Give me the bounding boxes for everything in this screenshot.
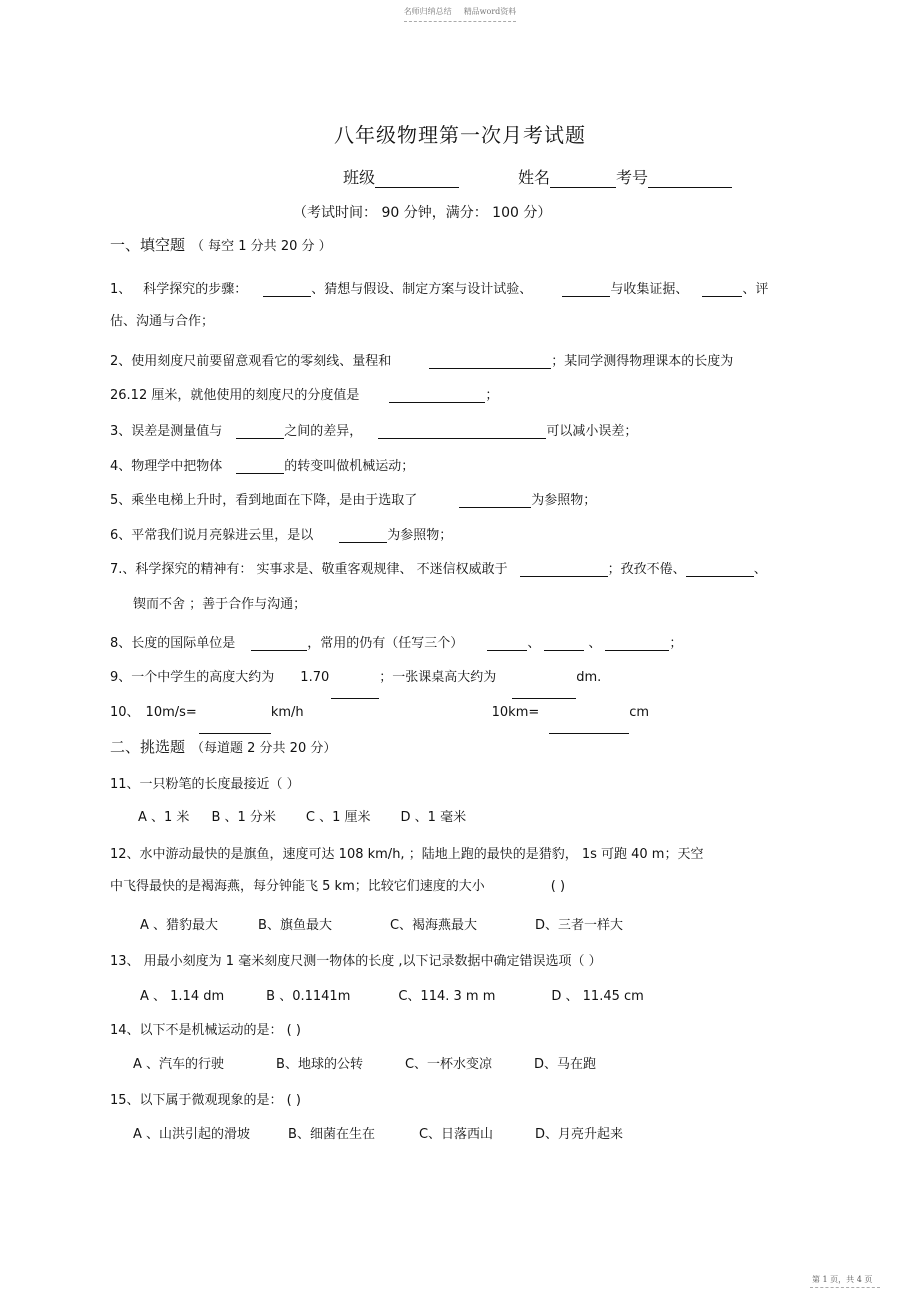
q4-text-a: 物理学中把物体	[131, 459, 223, 474]
q10-blank-1[interactable]	[199, 719, 271, 734]
q15-options	[133, 1123, 623, 1142]
q14-option-a[interactable]: A 、汽车的行驶	[133, 1057, 225, 1072]
q7-number: 7.、	[110, 562, 136, 577]
question-2	[110, 350, 733, 369]
q13-option-b[interactable]: B 、0.1141m	[266, 989, 351, 1004]
question-9	[110, 666, 601, 685]
q2-cont-text: 26.12 厘米，就他使用的刻度尺的分度值是	[110, 388, 360, 403]
name-blank[interactable]	[550, 172, 616, 188]
q8-text-b: ，常用的仍有（任写三个）	[307, 636, 464, 651]
q11-options	[138, 806, 466, 825]
q2-blank-2[interactable]	[389, 388, 485, 403]
q8-blank-3[interactable]	[544, 636, 584, 651]
q10-unit-1: km/h	[270, 705, 304, 720]
q3-text-c: 可以减小误差；	[546, 424, 638, 439]
section-2-heading	[110, 736, 336, 757]
q8-sep-2: 、	[588, 636, 602, 651]
q5-text-a: 乘坐电梯上升时，看到地面在下降，是由于选取了	[131, 493, 418, 508]
q9-text-a: 一个中学生的高度大约为	[131, 670, 275, 685]
q11-option-c[interactable]: C 、1 厘米	[305, 810, 371, 825]
q10-unit-2: cm	[629, 705, 650, 720]
q12-option-d[interactable]: D、三者一样大	[535, 918, 624, 933]
section-1-title: 一、填空题	[110, 236, 186, 254]
q7-text-c: 、	[753, 562, 767, 577]
question-12-line-2	[110, 875, 565, 894]
q14-option-c[interactable]: C、一杯水变凉	[404, 1057, 493, 1072]
q12-option-c[interactable]: C、褐海燕最大	[389, 918, 478, 933]
q6-text-b: 为参照物；	[387, 528, 453, 543]
question-13: 13、 用最小刻度为 1 毫米刻度尺测一物体的长度 ,以下记录数据中确定错误选项（ ）	[110, 954, 602, 969]
q12-option-b[interactable]: B、旗鱼最大	[258, 918, 332, 933]
q15-option-b[interactable]: B、细菌在生在	[288, 1127, 375, 1142]
q15-option-d[interactable]: D、月亮升起来	[535, 1127, 624, 1142]
q9-text-b: ；一张课桌高大约为	[379, 670, 497, 685]
question-5	[110, 489, 596, 508]
question-7	[110, 558, 767, 577]
q13-option-a[interactable]: A 、 1.14 dm	[140, 989, 225, 1004]
q8-end: ；	[669, 636, 683, 651]
q11-option-b[interactable]: B 、1 分米	[211, 810, 276, 825]
q2-cont-end: ；	[485, 388, 499, 403]
q2-text-b: ；某同学测得物理课本的长度为	[551, 354, 734, 369]
question-8	[110, 632, 682, 651]
q7-text-b: ；孜孜不倦、	[607, 562, 686, 577]
question-11: 11、一只粉笔的长度最接近（ ）	[110, 777, 300, 792]
q8-sep-1: 、	[527, 636, 541, 651]
q6-blank[interactable]	[339, 528, 387, 543]
question-1	[110, 278, 768, 297]
q2-blank-1[interactable]	[429, 354, 551, 369]
q10-number: 10、	[110, 705, 140, 720]
q3-blank-2[interactable]	[378, 424, 546, 439]
q4-text-b: 的转变叫做机械运动；	[284, 459, 415, 474]
q3-number: 3、	[110, 424, 132, 439]
q2-continued	[110, 384, 498, 403]
q14-option-b[interactable]: B、地球的公转	[276, 1057, 363, 1072]
q4-blank[interactable]	[236, 459, 284, 474]
q9-unit: dm.	[576, 670, 602, 685]
q3-blank-1[interactable]	[236, 424, 284, 439]
q13-options	[140, 985, 644, 1004]
q12-options	[140, 914, 623, 933]
q3-text-a: 误差是测量值与	[131, 424, 223, 439]
q10-text-a: 10m/s=	[145, 705, 197, 720]
section-1-note: （ 每空 1 分共 20 分 ）	[191, 239, 332, 254]
q1-number: 1、	[110, 282, 132, 297]
q9-number: 9、	[110, 670, 132, 685]
q8-blank-1[interactable]	[251, 636, 307, 651]
q9-value: 1.70	[300, 670, 330, 685]
name-field	[518, 165, 732, 188]
name-label: 姓名	[518, 168, 551, 187]
header-right: 精品word资料	[463, 7, 517, 16]
q9-blank-2[interactable]	[512, 684, 576, 699]
q5-blank[interactable]	[459, 493, 531, 508]
q8-blank-2[interactable]	[487, 636, 527, 651]
q14-option-d[interactable]: D、马在跑	[534, 1057, 597, 1072]
footer-divider	[810, 1287, 880, 1288]
question-15: 15、以下属于微观现象的是： ( )	[110, 1093, 301, 1108]
q13-option-d[interactable]: D 、 11.45 cm	[551, 989, 644, 1004]
q7-blank-1[interactable]	[520, 562, 608, 577]
question-6	[110, 524, 452, 543]
class-field	[343, 165, 459, 188]
header-divider	[404, 21, 516, 22]
q1-text-c: 与收集证据、	[610, 282, 689, 297]
q5-text-b: 为参照物；	[531, 493, 597, 508]
q12-paren: ( )	[550, 879, 566, 894]
q1-text-d: 、评	[742, 282, 769, 297]
q10-text-b: 10km=	[491, 705, 540, 720]
question-12-line-1: 12、水中游动最快的是旗鱼，速度可达 108 km/h, ；陆地上跑的最快的是猎豹， 1s 可跑 40 m；天空	[110, 847, 704, 862]
q8-number: 8、	[110, 636, 132, 651]
page-footer: 第 1 页，共 4 页	[812, 1275, 873, 1284]
q1-continued: 估、沟通与合作；	[110, 314, 215, 329]
q10-blank-2[interactable]	[549, 719, 629, 734]
q8-text-a: 长度的国际单位是	[131, 636, 236, 651]
q1-text-b: 、猜想与假设、制定方案与设计试验、	[311, 282, 533, 297]
q3-text-b: 之间的差异，	[284, 424, 363, 439]
q12-option-a[interactable]: A 、猎豹最大	[140, 918, 219, 933]
section-1-heading	[110, 234, 332, 255]
q6-number: 6、	[110, 528, 132, 543]
q7-text-a: 科学探究的精神有： 实事求是、敬重客观规律、 不迷信权威敢于	[135, 562, 508, 577]
q5-number: 5、	[110, 493, 132, 508]
class-blank[interactable]	[375, 172, 459, 188]
exam-meta: （考试时间： 90 分钟，满分： 100 分）	[293, 205, 552, 221]
q8-blank-4[interactable]	[605, 636, 669, 651]
q1-blank-2[interactable]	[562, 282, 610, 297]
q11-option-d[interactable]: D 、1 毫米	[400, 810, 467, 825]
class-label: 班级	[343, 168, 376, 187]
q7-continued: 锲而不舍 ；善于合作与沟通；	[133, 597, 307, 612]
q7-blank-2[interactable]	[686, 562, 754, 577]
section-2-note: （每道题 2 分共 20 分）	[191, 741, 337, 756]
q6-text-a: 平常我们说月亮躲进云里，是以	[131, 528, 314, 543]
q12-stem: 中飞得最快的是褐海燕，每分钟能飞 5 km；比较它们速度的大小	[110, 879, 485, 894]
question-14: 14、以下不是机械运动的是： ( )	[110, 1023, 301, 1038]
header-left: 名师归纳总结	[403, 7, 452, 16]
section-2-title: 二、挑选题	[110, 738, 186, 756]
exam-title: 八年级物理第一次月考试题	[334, 123, 586, 147]
q9-blank-1[interactable]	[331, 684, 379, 699]
q1-text-a: 科学探究的步骤：	[143, 282, 248, 297]
q15-option-a[interactable]: A 、山洪引起的滑坡	[133, 1127, 251, 1142]
q13-option-c[interactable]: C、114. 3 m m	[398, 989, 496, 1004]
q2-number: 2、	[110, 354, 132, 369]
q1-blank-3[interactable]	[702, 282, 742, 297]
id-label: 考号	[616, 168, 649, 187]
q14-options	[133, 1053, 596, 1072]
q15-option-c[interactable]: C、日落西山	[418, 1127, 494, 1142]
page-header	[0, 6, 920, 17]
q11-option-a[interactable]: A 、1 米	[138, 810, 190, 825]
q4-number: 4、	[110, 459, 132, 474]
id-blank[interactable]	[648, 172, 732, 188]
question-3	[110, 420, 637, 439]
question-10	[110, 701, 649, 720]
question-4	[110, 455, 414, 474]
q2-text-a: 使用刻度尺前要留意观看它的零刻线、量程和	[131, 354, 392, 369]
q1-blank-1[interactable]	[263, 282, 311, 297]
